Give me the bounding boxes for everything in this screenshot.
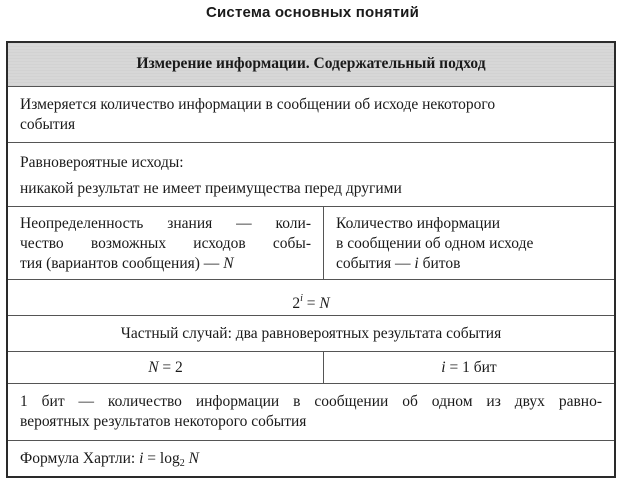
uncertainty-right-line1: Количество информации [336, 215, 501, 232]
row-hartley [8, 441, 614, 478]
uncertainty-left-line3-text: тия (вариантов сообщения) — [20, 255, 220, 272]
formula-exponent: i [300, 293, 303, 304]
uncertainty-right-cell [324, 207, 614, 279]
row-bit [8, 384, 614, 441]
hartley-sub: 2 [179, 458, 185, 469]
bit-line1: 1 бит — количество информации в сообщении об одном из двух равно- [20, 393, 602, 410]
row-measured [8, 87, 614, 143]
uncertainty-left-line1: Неопределенность знания — коли- [20, 215, 311, 232]
row-equiprobable-line1: Равновероятные исходы: [20, 154, 184, 171]
row-special [8, 316, 614, 352]
hartley-cell [8, 441, 614, 478]
values-right-rest: = 1 бит [449, 359, 497, 376]
values-left-rest: = 2 [162, 359, 183, 376]
values-right-var: i [441, 359, 446, 376]
uncertainty-right-var: i [414, 255, 419, 272]
row-equiprobable [8, 143, 614, 207]
header-title-text: Измерение информации. Содержательный подход [136, 55, 486, 72]
hartley-arg: N [188, 450, 199, 467]
concept-table [6, 41, 616, 478]
uncertainty-left-line2: чество возможных исходов собы- [20, 235, 311, 252]
values-right-cell [324, 352, 614, 383]
uncertainty-left-line3 [20, 254, 311, 274]
uncertainty-left-var: N [223, 255, 234, 272]
row-values [8, 352, 614, 384]
special-cell [8, 316, 614, 351]
bit-line2: вероятных результатов некоторого события [20, 413, 307, 430]
formula-base: 2 [292, 295, 301, 312]
hartley-var: i [139, 450, 144, 467]
row-formula [8, 280, 614, 316]
row-equiprobable-line2: никакой результат не имеет преимущества перед другими [20, 180, 402, 197]
uncertainty-right-unit: битов [422, 255, 461, 272]
hartley-eq: = [147, 450, 157, 467]
values-left-cell [8, 352, 324, 383]
formula-rhs: N [319, 295, 330, 312]
hartley-label: Формула Хартли: [20, 450, 136, 467]
uncertainty-left-cell [8, 207, 324, 279]
special-text: Частный случай: два равновероятных результата события [120, 325, 502, 342]
bit-cell [8, 384, 614, 440]
page-title: Система основных понятий [205, 4, 420, 21]
row-measured-line2: события [20, 116, 76, 133]
row-measured-cell [8, 87, 614, 142]
row-measured-line1: Измеряется количество информации в сообщении об исходе некоторого [20, 96, 496, 113]
uncertainty-right-line3 [336, 254, 602, 274]
values-left-var: N [148, 359, 159, 376]
formula-eq: = [306, 295, 316, 312]
row-equiprobable-cell [8, 143, 614, 206]
uncertainty-right-line3-text: события — [336, 255, 411, 272]
row-uncertainty [8, 207, 614, 280]
table-header-title [8, 43, 614, 86]
uncertainty-right-line2: в сообщении об одном исходе [336, 235, 534, 252]
table-header-row [8, 43, 614, 87]
hartley-log: log [159, 450, 180, 467]
formula-cell [8, 280, 614, 315]
